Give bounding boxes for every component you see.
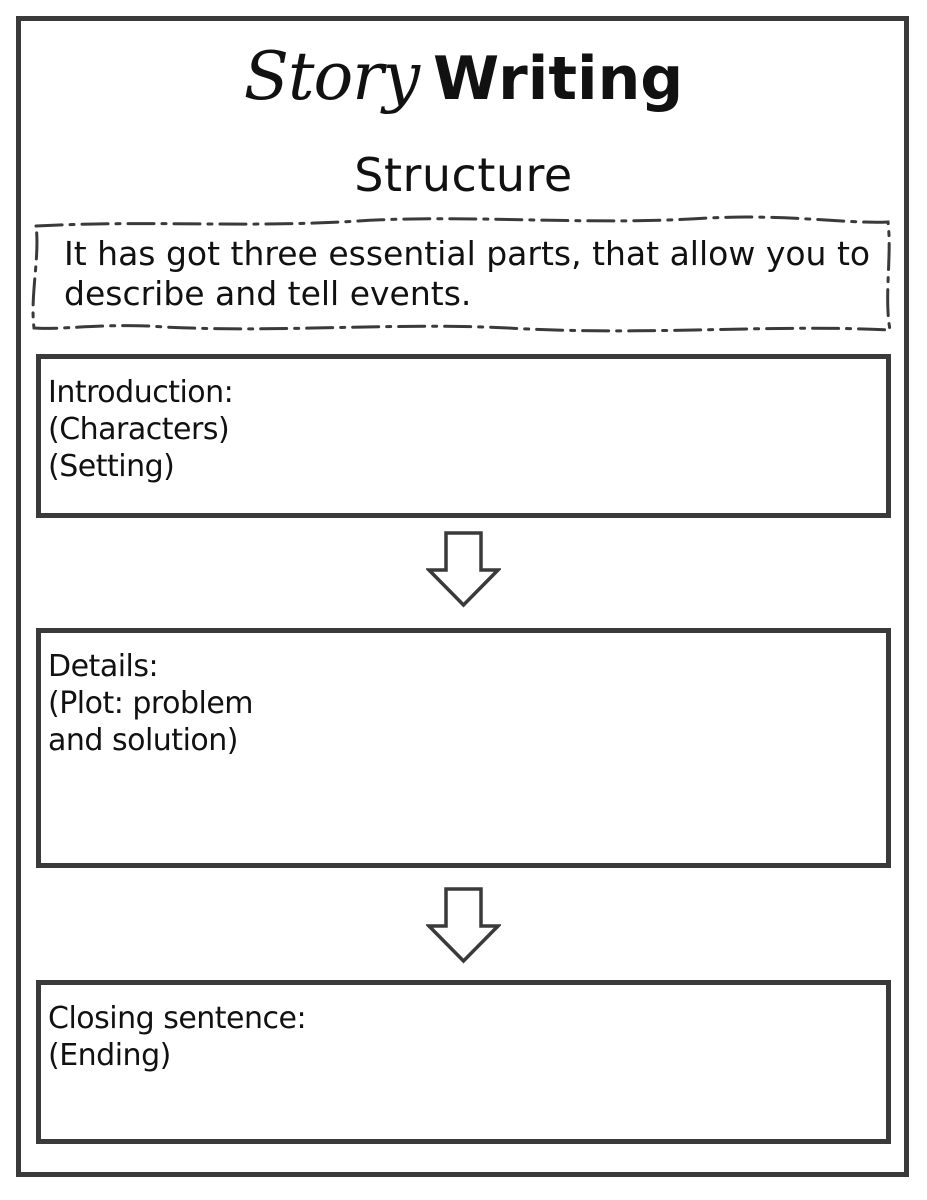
closing-text xyxy=(48,1000,306,1074)
title-script-word: Story xyxy=(243,38,420,115)
details-box xyxy=(36,628,891,868)
introduction-heading: Introduction: xyxy=(48,375,234,410)
closing-heading: Closing sentence: xyxy=(48,1001,307,1036)
intro-text: It has got three essential parts, that allow you to describe and tell events. xyxy=(64,234,871,313)
page-subtitle: Structure xyxy=(354,148,573,202)
details-line: (Plot: problem xyxy=(48,686,254,721)
title-bold-word: Writing xyxy=(433,44,684,114)
down-arrow-icon xyxy=(426,886,501,964)
details-text xyxy=(48,648,253,759)
page-title xyxy=(0,38,927,115)
details-line: and solution) xyxy=(48,723,238,758)
introduction-line: (Setting) xyxy=(48,449,175,484)
introduction-line: (Characters) xyxy=(48,412,230,447)
introduction-box xyxy=(36,354,891,518)
down-arrow-icon xyxy=(426,530,501,608)
closing-box xyxy=(36,980,891,1144)
closing-line: (Ending) xyxy=(48,1038,171,1073)
details-heading: Details: xyxy=(48,649,159,684)
introduction-text xyxy=(48,374,233,485)
